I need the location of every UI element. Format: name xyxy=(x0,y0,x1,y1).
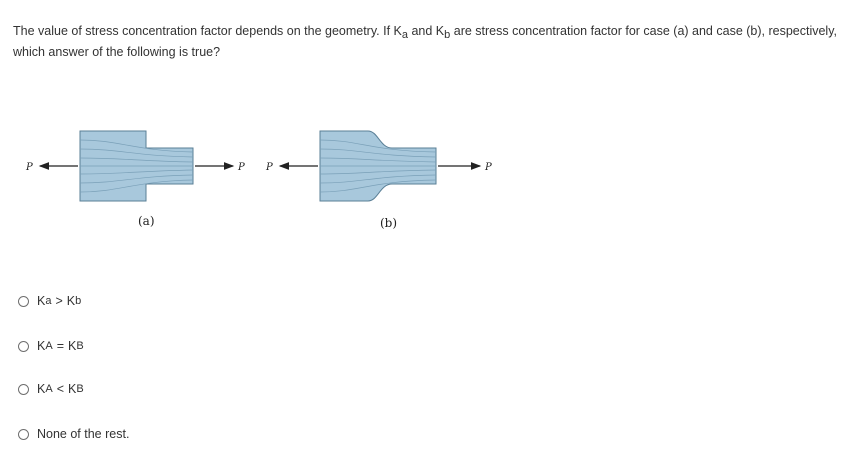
radio-button[interactable] xyxy=(18,429,29,440)
option-operator: = xyxy=(56,339,64,353)
option-text: K xyxy=(37,339,46,353)
load-label-b-right: P xyxy=(485,162,492,173)
question-line-2: which answer of the following is true? xyxy=(13,45,221,59)
subscript-b: b xyxy=(444,29,451,41)
option-text: K xyxy=(37,294,46,308)
question-part: and K xyxy=(408,24,445,38)
bar-case-a xyxy=(80,131,193,201)
stress-concentration-figure xyxy=(0,118,520,238)
option-text: K xyxy=(68,339,77,353)
figure-svg xyxy=(0,118,520,238)
caption-b: (b) xyxy=(380,216,398,230)
caption-a: (a) xyxy=(138,214,155,228)
option-text: K xyxy=(68,382,77,396)
option-text: K xyxy=(37,382,46,396)
option-none-of-the-rest[interactable] xyxy=(18,427,129,441)
option-text: K xyxy=(66,294,76,308)
bar-case-b xyxy=(320,131,436,201)
subscript-a: a xyxy=(401,29,408,41)
option-ka-less-kb[interactable]: K A < K B xyxy=(18,382,84,396)
radio-button[interactable] xyxy=(18,296,29,307)
radio-button[interactable] xyxy=(18,384,29,395)
option-text: None of the rest. xyxy=(37,427,130,441)
option-ka-greater-kb[interactable]: K a > K b xyxy=(18,294,81,308)
load-label-a-right: P xyxy=(238,162,245,173)
question-text xyxy=(13,21,859,63)
option-operator: > xyxy=(55,294,63,308)
option-ka-equal-kb[interactable]: K A = K B xyxy=(18,339,84,353)
question-part: The value of stress concentration factor depends on the geometry. If K xyxy=(13,24,402,38)
question-part: are stress concentration factor for case (a) and case (b), respectively, xyxy=(450,24,838,38)
load-label-b-left: P xyxy=(266,162,273,173)
option-operator: < xyxy=(56,382,64,396)
radio-button[interactable] xyxy=(18,341,29,352)
load-label-a-left: P xyxy=(26,162,33,173)
